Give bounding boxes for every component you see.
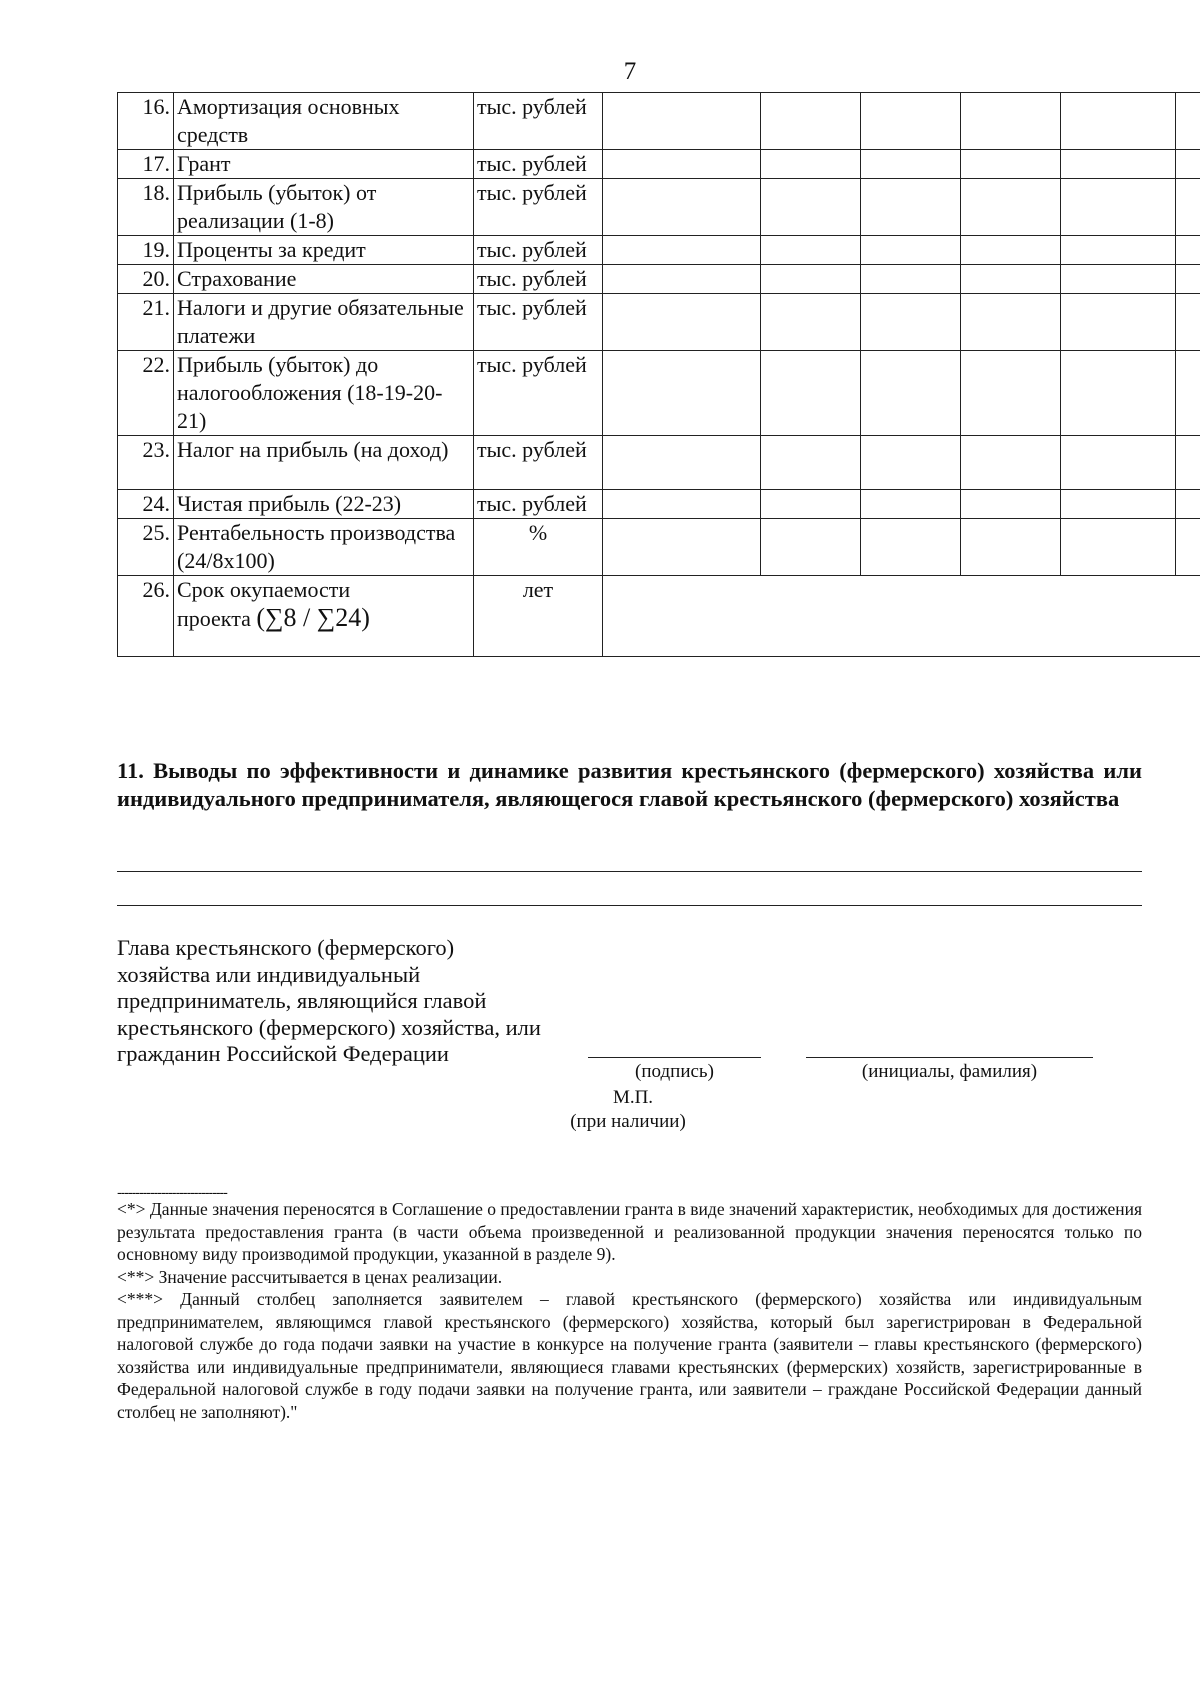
- value-cell[interactable]: [961, 236, 1061, 265]
- row-unit: тыс. рублей: [474, 490, 603, 519]
- row-label: Прибыль (убыток) до налогообложения (18-19-20-21): [174, 351, 474, 436]
- value-cell[interactable]: [603, 150, 761, 179]
- table-row: [118, 576, 1200, 657]
- value-cell[interactable]: [603, 351, 761, 436]
- row-label: [174, 576, 474, 657]
- row-label: Страхование: [174, 265, 474, 294]
- footnote-separator: ------------------------------: [117, 1184, 227, 1200]
- value-cell[interactable]: [1176, 490, 1200, 519]
- signature-line[interactable]: [588, 1057, 761, 1058]
- row-label-line: [177, 604, 470, 633]
- table-row: [118, 150, 1200, 179]
- value-cell[interactable]: [1176, 150, 1200, 179]
- row-label: Прибыль (убыток) от реализации (1-8): [174, 179, 474, 236]
- footnote-1: <*> Данные значения переносятся в Соглашение о предоставлении гранта в виде значений характеристик, необходимых для достижения результата предоставления гранта (в части объема произведенной и реализованной продукции значения переносятся только по основному виду производимой продукции, указанной в разделе 9).: [117, 1199, 1142, 1264]
- row-number: 21.: [118, 294, 174, 351]
- value-cell[interactable]: [961, 490, 1061, 519]
- value-cell[interactable]: [861, 490, 961, 519]
- row-number: 19.: [118, 236, 174, 265]
- value-cell[interactable]: [861, 519, 961, 576]
- value-cell[interactable]: [761, 519, 861, 576]
- row-label: Проценты за кредит: [174, 236, 474, 265]
- table-row: [118, 179, 1200, 236]
- row-label: Грант: [174, 150, 474, 179]
- value-cell[interactable]: [603, 294, 761, 351]
- value-cell[interactable]: [961, 265, 1061, 294]
- value-cell[interactable]: [603, 93, 761, 150]
- value-cell-merged[interactable]: [603, 576, 1200, 657]
- value-cell[interactable]: [1176, 436, 1200, 490]
- row-unit: тыс. рублей: [474, 179, 603, 236]
- value-cell[interactable]: [961, 179, 1061, 236]
- value-cell[interactable]: [861, 150, 961, 179]
- value-cell[interactable]: [603, 265, 761, 294]
- conclusion-line-1[interactable]: [117, 871, 1142, 872]
- value-cell[interactable]: [1061, 179, 1176, 236]
- table-row: [118, 351, 1200, 436]
- row-number: 26.: [118, 576, 174, 657]
- value-cell[interactable]: [861, 93, 961, 150]
- stamp-note: (при наличии): [570, 1111, 686, 1132]
- row-label: Чистая прибыль (22-23): [174, 490, 474, 519]
- signer-line: гражданин Российской Федерации: [117, 1041, 449, 1066]
- row-number: 22.: [118, 351, 174, 436]
- value-cell[interactable]: [1061, 150, 1176, 179]
- value-cell[interactable]: [603, 436, 761, 490]
- row-unit: тыс. рублей: [474, 351, 603, 436]
- row-label: Амортизация основных средств: [174, 93, 474, 150]
- value-cell[interactable]: [761, 490, 861, 519]
- table-row: [118, 490, 1200, 519]
- value-cell[interactable]: [1061, 265, 1176, 294]
- row-unit: лет: [474, 576, 603, 657]
- value-cell[interactable]: [761, 150, 861, 179]
- row-label: Налоги и другие обязательные платежи: [174, 294, 474, 351]
- value-cell[interactable]: [761, 93, 861, 150]
- row-unit: тыс. рублей: [474, 265, 603, 294]
- value-cell[interactable]: [1061, 351, 1176, 436]
- table-body: [118, 93, 1200, 657]
- value-cell[interactable]: [603, 179, 761, 236]
- financial-indicators-table: [117, 92, 1200, 657]
- signer-line: Глава крестьянского (фермерского): [117, 935, 455, 960]
- signer-description: [117, 935, 597, 1068]
- row-label-line: Срок окупаемости: [177, 577, 351, 602]
- value-cell[interactable]: [761, 265, 861, 294]
- signer-line: предприниматель, являющийся главой: [117, 988, 487, 1013]
- value-cell[interactable]: [761, 179, 861, 236]
- value-cell[interactable]: [961, 436, 1061, 490]
- row-label-prefix: проекта: [177, 606, 251, 631]
- footnote-2: <**> Значение рассчитывается в ценах реализации.: [117, 1266, 503, 1287]
- row-label: Рентабельность производства (24/8x100): [174, 519, 474, 576]
- row-number: 25.: [118, 519, 174, 576]
- value-cell[interactable]: [961, 294, 1061, 351]
- value-cell[interactable]: [1176, 93, 1200, 150]
- row-number: 17.: [118, 150, 174, 179]
- value-cell[interactable]: [603, 490, 761, 519]
- value-cell[interactable]: [761, 436, 861, 490]
- value-cell[interactable]: [961, 150, 1061, 179]
- row-unit: %: [474, 519, 603, 576]
- value-cell[interactable]: [761, 294, 861, 351]
- value-cell[interactable]: [761, 351, 861, 436]
- row-number: 23.: [118, 436, 174, 490]
- row-unit: тыс. рублей: [474, 294, 603, 351]
- value-cell[interactable]: [1176, 179, 1200, 236]
- table-row: [118, 519, 1200, 576]
- value-cell[interactable]: [861, 265, 961, 294]
- value-cell[interactable]: [861, 236, 961, 265]
- row-unit: тыс. рублей: [474, 436, 603, 490]
- row-number: 24.: [118, 490, 174, 519]
- footnotes: [117, 1198, 1142, 1423]
- value-cell[interactable]: [1061, 294, 1176, 351]
- value-cell[interactable]: [603, 519, 761, 576]
- table-row: [118, 265, 1200, 294]
- value-cell[interactable]: [861, 179, 961, 236]
- row-number: 18.: [118, 179, 174, 236]
- value-cell[interactable]: [1061, 93, 1176, 150]
- table-row: [118, 294, 1200, 351]
- section-11-title: 11. Выводы по эффективности и динамике развития крестьянского (фермерского) хозяйства или индивидуального предпринимателя, являющегося главой крестьянского (фермерского) хозяйства: [117, 758, 1142, 811]
- value-cell[interactable]: [1176, 294, 1200, 351]
- footnote-3: <***> Данный столбец заполняется заявителем – главой крестьянского (фермерского) хозяйства или индивидуальным предпринимателем, являющимся главой крестьянского (фермерского) хозяйства, который был зарегистрирован в Федеральной налоговой службе до года подачи заявки на участие в конкурсе на получение гранта (заявители – главы крестьянского (фермерского) хозяйства или индивидуальные предприниматели, являющиеся главами крестьянских (фермерских) хозяйств, зарегистрированные в Федеральной налоговой службе в году подачи заявки на получение гранта, или заявители – граждане Российской Федерации данный столбец не заполняют).": [117, 1289, 1142, 1422]
- table-row: [118, 236, 1200, 265]
- signer-line: крестьянского (фермерского) хозяйства, или: [117, 1014, 541, 1040]
- value-cell[interactable]: [603, 236, 761, 265]
- value-cell[interactable]: [961, 519, 1061, 576]
- row-unit: тыс. рублей: [474, 93, 603, 150]
- value-cell[interactable]: [1061, 236, 1176, 265]
- table-row: [118, 93, 1200, 150]
- value-cell[interactable]: [1176, 351, 1200, 436]
- page-number: 7: [623, 58, 637, 85]
- value-cell[interactable]: [861, 294, 961, 351]
- row-number: 16.: [118, 93, 174, 150]
- row-label: Налог на прибыль (на доход): [174, 436, 474, 490]
- row-unit: тыс. рублей: [474, 150, 603, 179]
- signer-line: хозяйства или индивидуальный: [117, 961, 421, 987]
- signature-caption: (подпись): [635, 1061, 714, 1082]
- stamp-label: М.П.: [612, 1087, 654, 1108]
- row-number: 20.: [118, 265, 174, 294]
- name-caption: (инициалы, фамилия): [861, 1061, 1038, 1082]
- value-cell[interactable]: [1061, 436, 1176, 490]
- value-cell[interactable]: [861, 436, 961, 490]
- row-unit: тыс. рублей: [474, 236, 603, 265]
- value-cell[interactable]: [961, 351, 1061, 436]
- value-cell[interactable]: [1061, 490, 1176, 519]
- value-cell[interactable]: [961, 93, 1061, 150]
- payback-formula: (∑8 / ∑24): [256, 603, 370, 632]
- value-cell[interactable]: [861, 351, 961, 436]
- value-cell[interactable]: [761, 236, 861, 265]
- conclusion-line-2[interactable]: [117, 905, 1142, 906]
- value-cell[interactable]: [1176, 236, 1200, 265]
- value-cell[interactable]: [1061, 519, 1176, 576]
- value-cell[interactable]: [1176, 265, 1200, 294]
- name-line[interactable]: [806, 1057, 1093, 1058]
- table-row: [118, 436, 1200, 490]
- value-cell[interactable]: [1176, 519, 1200, 576]
